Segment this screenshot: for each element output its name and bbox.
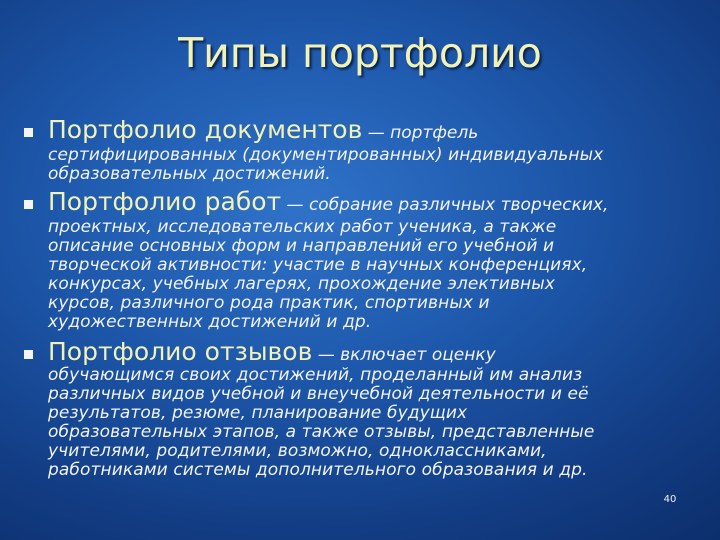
item-lead-text: — портфель <box>362 123 479 143</box>
item-body <box>48 146 708 184</box>
item-lead-text: — включает оценку <box>312 345 496 365</box>
item-heading: Портфолио работ <box>48 187 282 216</box>
body-line: сертифицированных (документированных) индивидуальных <box>48 145 604 165</box>
page-number: 40 <box>663 494 677 505</box>
body-line: различных видов учебной и внеучебной деятельности и её <box>48 384 589 404</box>
item-heading: Портфолио документов <box>48 115 363 144</box>
body-line: обучающимся своих достижений, проделанный им анализ <box>48 365 583 385</box>
body-line: учителями, родителями, возможно, одноклассниками, <box>48 441 547 461</box>
square-bullet-icon <box>24 350 33 359</box>
body-line: образовательных достижений. <box>48 164 331 184</box>
body-line: творческой активности: участие в научных конференциях, <box>48 255 588 275</box>
body-line: результатов, резюме, планирование будущих <box>48 403 468 423</box>
body-line: проектных, исследовательских работ ученика, а также <box>48 217 557 237</box>
body-line: конкурсах, учебных лагерях, прохождение элективных <box>48 274 555 294</box>
slide-title: Типы портфолио <box>178 29 542 77</box>
square-bullet-icon <box>24 128 33 137</box>
body-line: образовательных этапов, а также отзывы, представленные <box>48 422 595 442</box>
item-heading: Портфолио отзывов <box>48 337 313 366</box>
body-line: описание основных форм и направлений его учебной и <box>48 236 555 256</box>
item-body <box>48 218 708 332</box>
body-line: художественных достижений и др. <box>48 312 372 332</box>
item-body <box>48 366 708 480</box>
item-lead-text: — собрание различных творческих, <box>281 195 609 215</box>
body-line: работниками системы дополнительного образования и др. <box>48 460 588 480</box>
square-bullet-icon <box>24 200 33 209</box>
body-line: курсов, различного рода практик, спортивных и <box>48 293 490 313</box>
